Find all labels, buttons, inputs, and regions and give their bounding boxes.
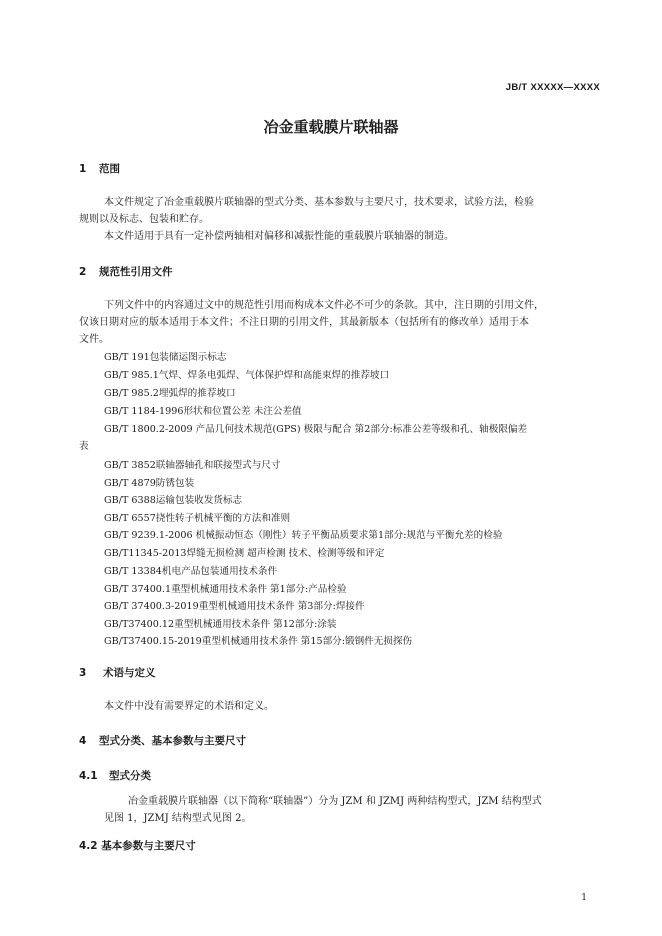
section-2-intro-line-2: 仅该日期对应的版本适用于本文件；不注日期的引用文件，其最新版本（包括所有的修改单）适用于本 [79,317,529,328]
reference-item: GB/T 3852联轴器轴孔和联接型式与尺寸 [104,460,281,471]
section-1-title: 范围 [99,163,120,175]
section-3-para-1: 本文件中没有需要界定的术语和定义。 [104,701,274,712]
section-2-title: 规范性引用文件 [99,266,173,278]
section-3-number: 3 [79,667,87,679]
section-2-heading [79,264,173,279]
section-4-1-title: 型式分类 [109,770,151,782]
reference-item-continuation: 表 [79,441,89,452]
reference-item: GB/T 37400.1重型机械通用技术条件 第1部分:产品检验 [104,584,347,595]
reference-item: GB/T11345-2013焊缝无损检测 超声检测 技术、检测等级和评定 [104,548,385,559]
section-2-number: 2 [79,266,87,278]
reference-item: GB/T 9239.1-2006 机械振动恒态（刚性）转子平衡品质要求第1部分:规范与平衡允差的检验 [104,530,503,541]
reference-item: GB/T 1800.2-2009 产品几何技术规范(GPS) 极限与配合 第2部分:标准公差等级和孔、轴极限偏差 [104,424,528,435]
reference-item: GB/T 1184-1996形状和位置公差 未注公差值 [104,406,302,417]
reference-item: GB/T 6557挠性转子机械平衡的方法和准则 [104,513,291,524]
section-4-2-heading: 4.2 基本参数与主要尺寸 [79,840,196,852]
reference-item: GB/T 37400.3-2019重型机械通用技术条件 第3部分:焊接件 [104,601,365,612]
section-1-para-1-line-1: 本文件规定了冶金重载膜片联轴器的型式分类、基本参数与主要尺寸，技术要求，试验方法，检验 [104,197,534,208]
section-4-1-number: 4.1 [79,770,98,782]
section-4-1-para-line-1: 冶金重载膜片联轴器（以下简称“联轴器”）分为 JZM 和 JZMJ 两种结构型式，JZM 结构型式 [128,796,542,807]
section-2-intro-line-3: 文件。 [79,334,109,345]
reference-item: GB/T37400.15-2019重型机械通用技术条件 第15部分:锻钢件无损探伤 [104,636,413,647]
reference-item: GB/T 191包装储运图示标志 [104,352,227,363]
reference-item: GB/T37400.12重型机械通用技术条件 第12部分:涂装 [104,619,337,630]
reference-item: GB/T 13384机电产品包装通用技术条件 [104,566,278,577]
section-4-number: 4 [79,735,87,747]
section-3-heading [79,665,156,680]
section-1-number: 1 [79,163,87,175]
section-3-title: 术语与定义 [103,667,156,679]
document-title: 冶金重载膜片联轴器 [263,118,399,136]
section-4-1-para-line-2: 见图 1，JZMJ 结构型式见图 2。 [104,813,252,824]
reference-item: GB/T 6388运输包装收发货标志 [104,495,243,506]
section-4-1-heading [79,768,151,783]
section-1-heading [79,161,120,176]
section-1-para-1-line-2: 规则以及标志、包装和贮存。 [79,214,209,225]
reference-item: GB/T 4879防锈包装 [104,478,195,489]
section-4-heading [79,733,246,748]
standard-code: JB/T XXXXX—XXXX [505,82,600,93]
section-2-intro-line-1: 下列文件中的内容通过文中的规范性引用而构成本文件必不可少的条款。其中，注日期的引用文件， [104,300,544,311]
page-number: 1 [581,893,587,903]
section-1-para-2: 本文件适用于具有一定补偿两轴相对偏移和减振性能的重载膜片联轴器的制造。 [104,231,454,242]
section-4-title: 型式分类、基本参数与主要尺寸 [99,735,246,747]
reference-item: GB/T 985.1气焊、焊条电弧焊、气体保护焊和高能束焊的推荐坡口 [104,370,390,381]
reference-item: GB/T 985.2埋弧焊的推荐坡口 [104,388,236,399]
